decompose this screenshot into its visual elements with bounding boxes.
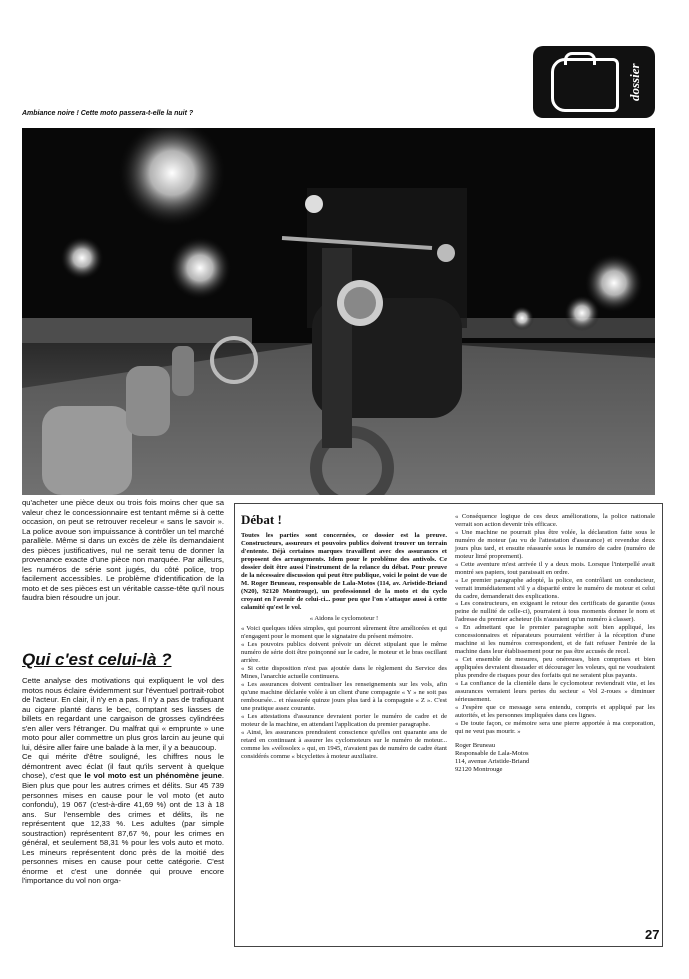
paragraph: « Les pouvoirs publics doivent prévoir un décret stipulant que le même numéro de série doit être poinçonné sur le cadre, le moteur et le bras oscillant arrière. bbox=[241, 641, 447, 665]
emphasis: le vol moto est un phénomène jeune bbox=[84, 771, 222, 781]
paragraph: « La confiance de la clientèle dans le cyclomoteur reviendrait vite, et les assurances verraient leurs pertes du secteur « Vol 2-roues » diminuer sérieusement. bbox=[455, 680, 655, 703]
paragraph: « Une machine ne pourrait plus être volée, la déclaration faite sous le numéro de moteur (au vu de l'attestation d'assurance) et revendue deux jours plus tard, et ensuite réassurée sous le numéro de cadre (numéro de moteur limé proprement). bbox=[455, 528, 655, 560]
text: . Bien plus que pour les autres crimes et délits. Sur 45 739 personnes mises en cause pour le vol moto (et auto confondu), 19 067 (c'est-à-dire 41,69 %) ont de 13 à 18 ans. Sur l'ensemble des crimes et délits, ils ne représentent que 12,33 %. Les adultes (par simple soustraction) représentent 87,67 %, pour les crimes en général, et seulement 58,31 % pour les vols auto et moto. Les mineurs représentent donc près de la moitié des personnes mises en cause pour cette catégorie. C'est énorme et c'est une donnée qui prouve encore l'importance du vol non orga- bbox=[22, 771, 224, 886]
paragraph: « Ainsi, les assurances prendraient conscience qu'elles ont quarante ans de retard en continuant à assurer les cyclomoteurs sur le numéro de moteur... comme les «vélosolex » qui, en 1945, n'avaient pas de numéro de cadre étant considérés comme « bicyclettes à moteur auxiliaire. bbox=[241, 728, 447, 760]
debate-column-2 bbox=[455, 513, 655, 774]
paragraph: qu'acheter une pièce deux ou trois fois moins cher que sa valeur chez le concessionnaire est tentant même si à cette occasion, on peut se retrouver receleur « sans le savoir ». La police avoue son impuissance à contrôler un tel marché parallèle. Même si dans un excès de zèle ils demandaient des pièces justificatives, nul ne serait tenu de donner la provenance exacte d'une pièce non marquée. Par ailleurs, les numéros de série sont jugés, du côté police, trop facilement accessibles. Le problème d'identification de la moto et de ses pièces est un véritable casse-tête qu'il nous faudra bien résoudre un jour. bbox=[22, 498, 224, 603]
section-heading: Qui c'est celui-là ? bbox=[22, 650, 172, 669]
paragraph: « Les constructeurs, en exigeant le retour des certificats de garantie (sous peine de nullité de celle-ci), pourraient à tous moments donner le nom et l'adresse du premier acheteur (ils n'auraient qu'un numéro à classer). bbox=[455, 600, 655, 624]
paragraph: « Conséquence logique de ces deux améliorations, la police nationale verrait son action devenir très efficace. bbox=[455, 513, 655, 528]
paragraph: Cette analyse des motivations qui expliquent le vol des motos nous éclaire évidemment sur l'éventuel portrait-robot de l'acteur. En clair, il n'y en a pas. Il n'y a pas de trafiquant au cigare planté dans le bec, comptant ses liasses de billets en regardant une cargaison de grosses cylindrées s'en aller vers l'étranger. Du malfrat qui « emprunte » une moto pour aller commettre un plus gros larcin au jeune qui lui, désire aller faire une balade à la mer, il y a beaucoup. bbox=[22, 676, 224, 752]
paragraph: « J'espère que ce message sera entendu, compris et appliqué par les autorités, et les personnes impliquées dans ces lignes. bbox=[455, 703, 655, 719]
text: Ce qui mérite d'être souligné, les chiffres nous le démontrent avec éclat (il faut qu'ils servent à quelque chose), c'est que bbox=[22, 752, 224, 781]
paragraph bbox=[22, 752, 224, 886]
folder-icon bbox=[551, 58, 619, 112]
paragraph: « Les assurances doivent centraliser les renseignements sur les vols, afin qu'une machine déclarée volée à un client d'une compagnie « Y » ne soit pas remboursée... et réassurée quinze jours plus tard à la compagnie « Z ». C'est une pratique assez courante. bbox=[241, 681, 447, 713]
quote-heading: « Aidons le cyclomoteur ! bbox=[309, 614, 379, 622]
paragraph: « Les attestations d'assurance devraient porter le numéro de cadre et de moteur de la machine, en attendant l'application du premier paragraphe. bbox=[241, 712, 447, 728]
intro-paragraph bbox=[22, 498, 224, 603]
paragraph: « De toute façon, ce mémoire sera une pierre apportée à ma corporation, qui ne veut pas mourir. » bbox=[455, 719, 655, 735]
debate-column-1 bbox=[241, 532, 447, 761]
paragraph: « Le premier paragraphe adopté, la police, en contrôlant un conducteur, verrait immédiatement s'il y a disparité entre le numéro de moteur et celui du cadre, demanderait des explications. bbox=[455, 576, 655, 600]
page-number: 27 bbox=[645, 927, 660, 942]
paragraph: « Cet ensemble de mesures, peu onéreuses, bien comprises et bien appliquées devraient dissuader et décourager les voleurs, qui ne voudraient plus prendre de risques pour des forfaits qui ne seraient plus payants. bbox=[455, 656, 655, 680]
signature-city: 92120 Montrouge bbox=[455, 765, 503, 773]
signature-address: 114, avenue Aristide-Briand bbox=[455, 757, 530, 765]
signature-title: Responsable de Lala-Motos bbox=[455, 749, 529, 757]
paragraph: « Cette aventure m'est arrivée il y a deux mois. Lorsque l'interpellé avait montré ses papiers, tout paraissait en ordre. bbox=[455, 560, 655, 576]
dossier-label: dossier bbox=[627, 63, 642, 101]
dossier-logo bbox=[533, 46, 655, 118]
photo-caption: Ambiance noire ! Cette moto passera-t-elle la nuit ? bbox=[22, 110, 194, 117]
night-motorcycle-photo bbox=[22, 128, 655, 495]
debate-title: Débat ! bbox=[241, 512, 282, 527]
signature-name: Roger Bruneau bbox=[455, 741, 496, 749]
article-column-1 bbox=[22, 676, 224, 886]
paragraph: « Si cette disposition n'est pas ajoutée dans le règlement du Service des Mines, l'anarchie actuelle continuera. bbox=[241, 665, 447, 681]
paragraph: « En admettant que le premier paragraphe soit bien appliqué, les concessionnaires et réparateurs pourraient vérifier à la réception d'une machine si les numéros correspondent, et de fait refuser l'entrée de la machine dans leur établissement pour ne pas être accusés de recel. bbox=[455, 624, 655, 656]
paragraph: « Voici quelques idées simples, qui pourront sûrement être améliorées et qui n'engagent pour le moment que le signataire du présent mémoire. bbox=[241, 625, 447, 641]
paragraph: Toutes les parties sont concernées, ce dossier est la preuve. Constructeurs, assureurs et pouvoirs publics doivent trouver un terrain d'entente. Déjà certaines marques travaillent avec des assurances et proposent des arrangements. Idem pour le problème des antivols. Ce dossier doit être aussi l'instrument de la relance du débat. Pour preuve de la nécessaire discussion qui peut être publique, voici le point de vue de M. Roger Bruneau, responsable de Lala-Motos (114, av. Aristide-Briand (N20), 92120 Montrouge), un professionnel de la moto et du cyclo croyant en l'avenir de celui-ci... pour peu que l'on s'attaque aussi à cette calamité qu'est le vol. bbox=[241, 532, 447, 611]
